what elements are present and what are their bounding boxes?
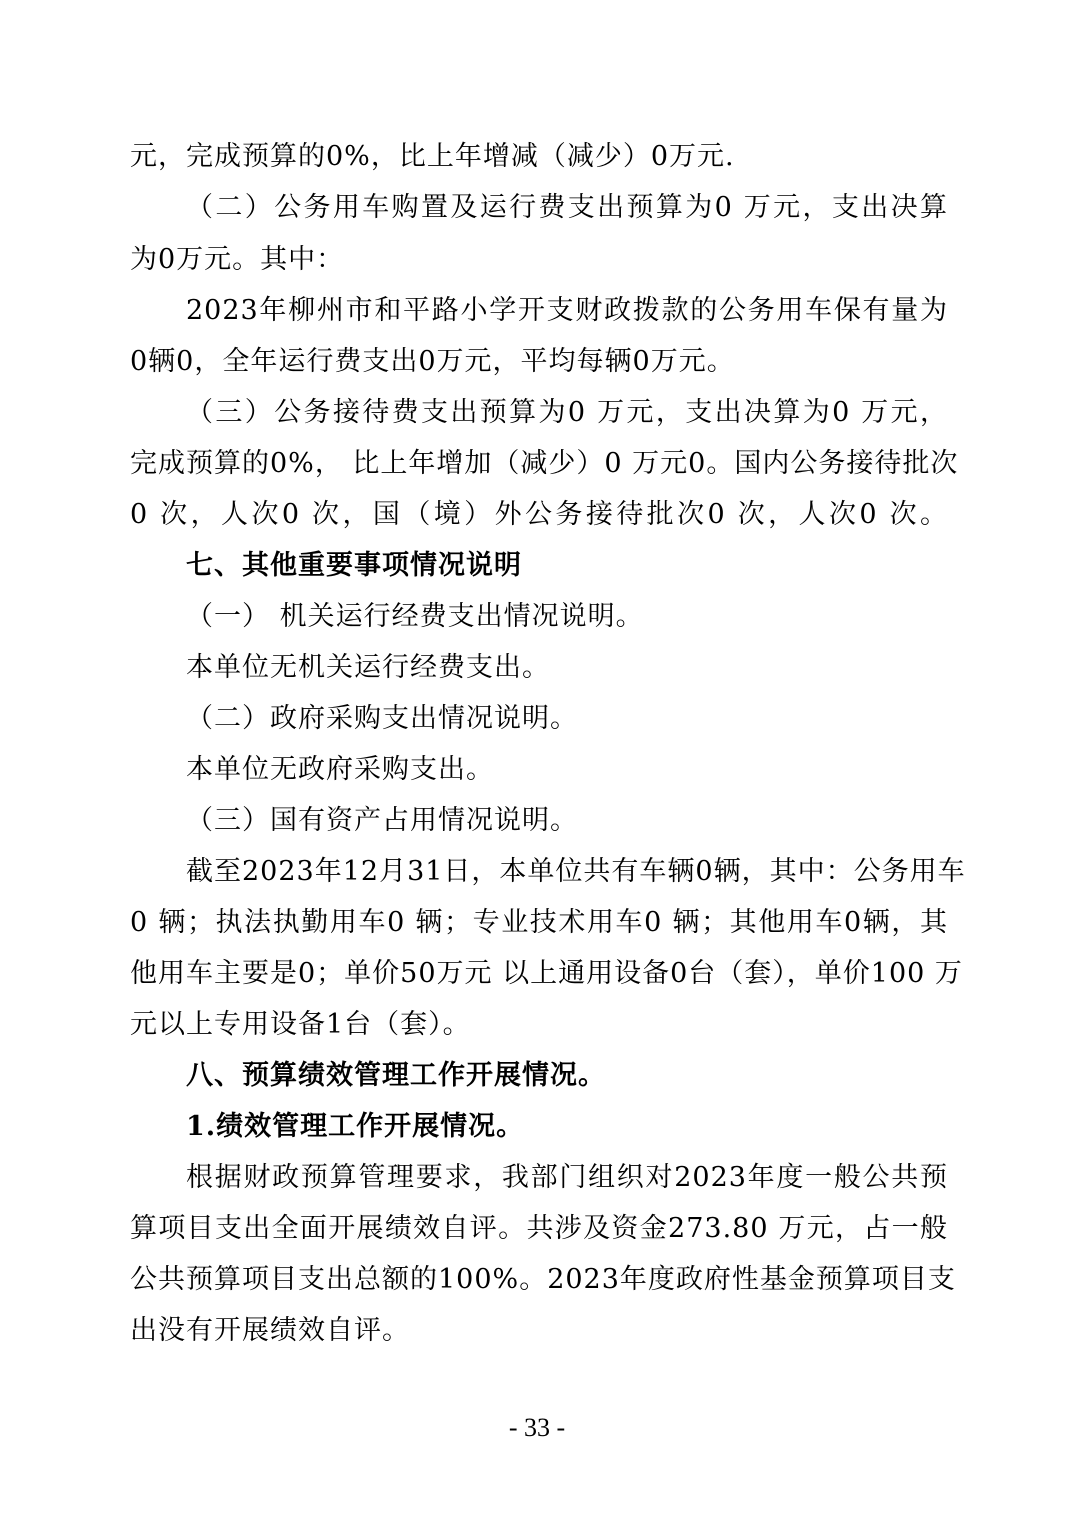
page-number: - 33 -: [508, 1413, 566, 1442]
section-heading: 七、其他重要事项情况说明: [186, 550, 522, 581]
section-heading: 八、预算绩效管理工作开展情况。: [186, 1060, 606, 1091]
paragraph-line: 0 次，人次0 次，国（境）外公务接待批次0 次，人次0 次。: [130, 499, 948, 530]
paragraph-line: 出没有开展绩效自评。: [130, 1315, 410, 1346]
subsection-heading: （二）政府采购支出情况说明。: [186, 703, 578, 734]
paragraph-line: 2023年柳州市和平路小学开支财政拨款的公务用车保有量为: [186, 295, 948, 326]
paragraph-line: 元，完成预算的0%，比上年增减（减少）0万元.: [130, 141, 735, 172]
paragraph-line: 算项目支出全面开展绩效自评。共涉及资金273.80 万元，占一般: [130, 1213, 948, 1244]
paragraph-line: （二）公务用车购置及运行费支出预算为0 万元，支出决算: [186, 192, 948, 223]
paragraph-line: 根据财政预算管理要求，我部门组织对2023年度一般公共预: [186, 1162, 948, 1193]
subsection-heading: （三）国有资产占用情况说明。: [186, 805, 578, 836]
paragraph-line: 他用车主要是0；单价50万元 以上通用设备0台（套），单价100 万: [130, 958, 963, 989]
paragraph-line: 完成预算的0%， 比上年增加（减少）0 万元0。国内公务接待批次: [130, 448, 959, 479]
paragraph-line: 本单位无机关运行经费支出。: [186, 652, 550, 683]
subsection-heading: （一） 机关运行经费支出情况说明。: [186, 601, 644, 632]
paragraph-line: 公共预算项目支出总额的100%。2023年度政府性基金预算项目支: [130, 1264, 956, 1295]
paragraph-line: （三）公务接待费支出预算为0 万元，支出决算为0 万元，: [186, 397, 948, 428]
paragraph-line: 0辆0，全年运行费支出0万元，平均每辆0万元。: [130, 346, 735, 377]
subsection-heading: 1.绩效管理工作开展情况。: [186, 1111, 525, 1142]
paragraph-line: 截至2023年12月31日，本单位共有车辆0辆，其中：公务用车: [186, 856, 966, 887]
paragraph-line: 为0万元。其中：: [130, 244, 345, 275]
paragraph-line: 本单位无政府采购支出。: [186, 754, 494, 785]
paragraph-line: 元以上专用设备1台（套）。: [130, 1009, 471, 1040]
paragraph-line: 0 辆；执法执勤用车0 辆；专业技术用车0 辆；其他用车0辆，其: [130, 907, 948, 938]
